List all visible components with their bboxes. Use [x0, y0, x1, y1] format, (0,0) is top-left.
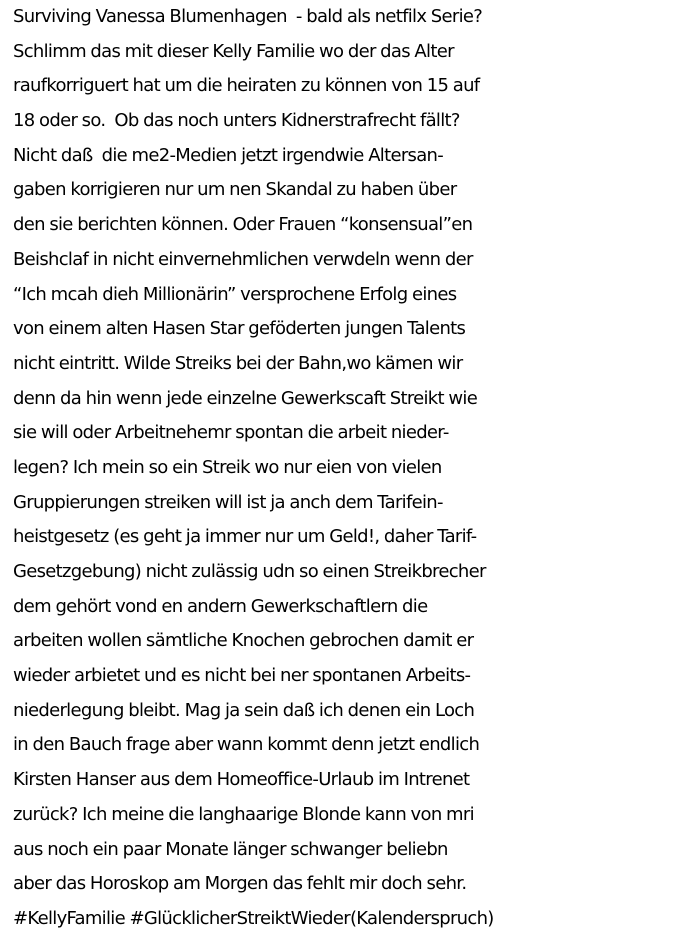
text-line: raufkorriguert hat um die heiraten zu können von 15 auf [13, 75, 480, 97]
text-line: Nicht daß die me2-Medien jetzt irgendwie Altersan- [13, 144, 444, 166]
hashtag-line: #KellyFamilie #GlücklicherStreiktWieder(Kalenderspruch) [13, 907, 494, 929]
text-line: sie will oder Arbeitnehemr spontan die arbeit nieder- [13, 422, 449, 444]
body-text [13, 0, 684, 937]
text-line: Schlimm das mit dieser Kelly Familie wo der das Alter [13, 40, 454, 62]
text-line: dem gehört vond en andern Gewerkschaftlern die [13, 595, 428, 617]
text-line: niederlegung bleibt. Mag ja sein daß ich denen ein Loch [13, 699, 475, 721]
text-line: den sie berichten können. Oder Frauen “konsensual”en [13, 214, 473, 236]
text-line: von einem alten Hasen Star geföderten jungen Talents [13, 318, 466, 340]
text-line: denn da hin wenn jede einzelne Gewerkscaft Streikt wie [13, 387, 478, 409]
text-line: Gruppierungen streiken will ist ja anch dem Tarifein- [13, 491, 443, 513]
text-line: legen? Ich mein so ein Streik wo nur eien von vielen [13, 456, 442, 478]
text-line: Beishclaf in nicht einvernehmlichen verwdeln wenn der [13, 248, 473, 270]
text-line: 18 oder so. Ob das noch unters Kidnerstrafrecht fällt? [13, 110, 460, 132]
text-line: Surviving Vanessa Blumenhagen - bald als netfilx Serie? [13, 6, 483, 27]
text-line: zurück? Ich meine die langhaarige Blonde kann von mri [13, 803, 474, 825]
text-line: “Ich mcah dieh Millionärin” versprochene Erfolg eines [13, 283, 457, 305]
text-line: gaben korrigieren nur um nen Skandal zu haben über [13, 179, 457, 201]
text-line: nicht eintritt. Wilde Streiks bei der Bahn,wo kämen wir [13, 352, 463, 374]
text-line: Gesetzgebung) nicht zulässig udn so einen Streikbrecher [13, 561, 486, 582]
text-line: heistgesetz (es geht ja immer nur um Geld!, daher Tarif- [13, 526, 477, 548]
text-line: in den Bauch frage aber wann kommt denn jetzt endlich [13, 734, 480, 756]
text-line: wieder arbietet und es nicht bei ner spontanen Arbeits- [13, 665, 471, 687]
text-line: arbeiten wollen sämtliche Knochen gebrochen damit er [13, 630, 474, 652]
text-line: aus noch ein paar Monate länger schwanger beliebn [13, 838, 448, 860]
text-line: Kirsten Hanser aus dem Homeoffice-Urlaub im Intrenet [13, 769, 470, 791]
text-line: aber das Horoskop am Morgen das fehlt mir doch sehr. [13, 873, 467, 895]
